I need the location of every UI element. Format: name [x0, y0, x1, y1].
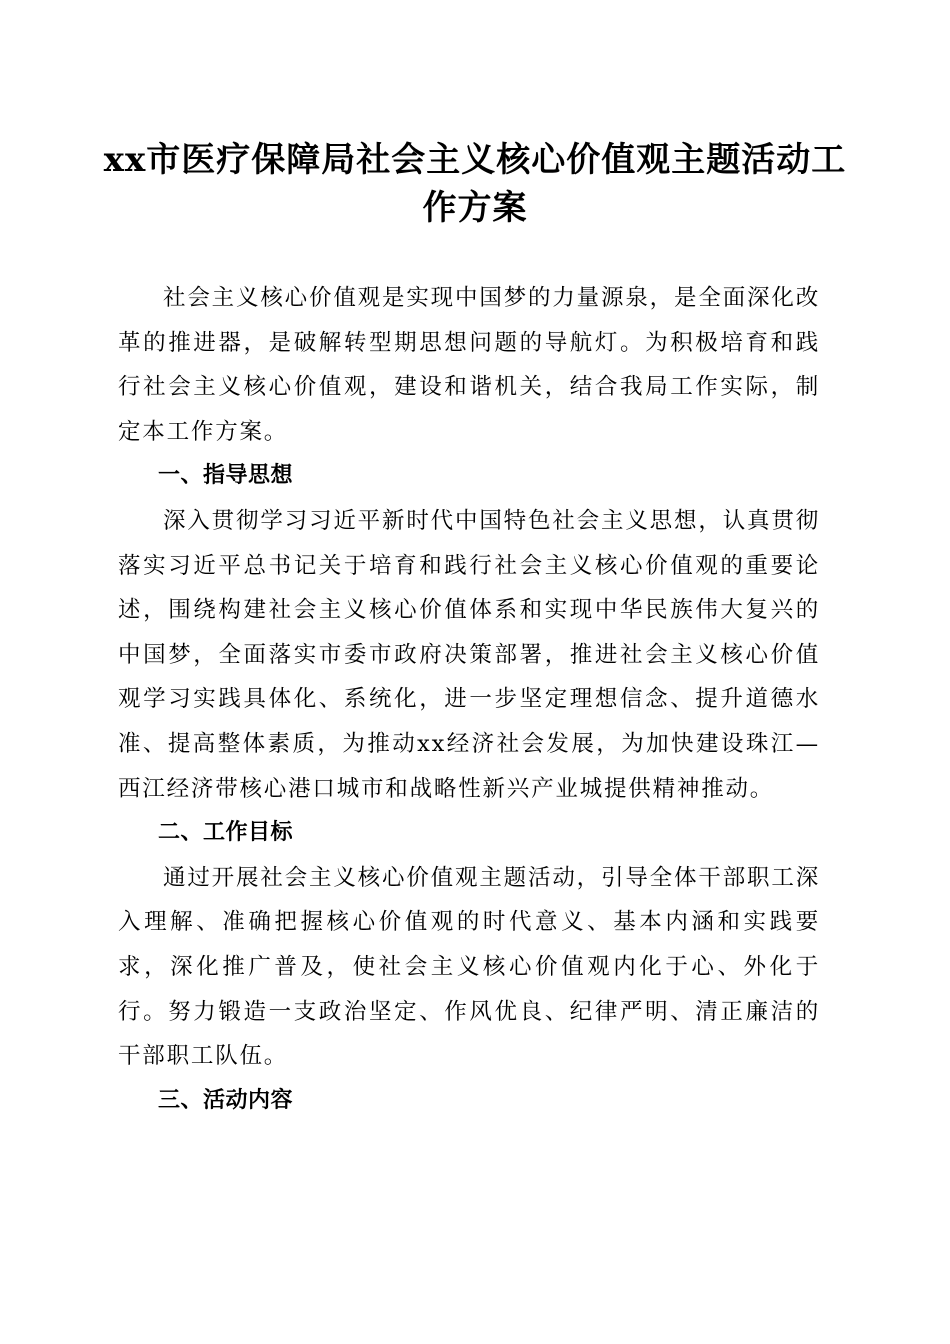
document-title: xx市医疗保障局社会主义核心价值观主题活动工作方案 [103, 140, 847, 228]
section-paragraph-guiding-ideology: 深入贯彻学习习近平新时代中国特色社会主义思想，认真贯彻落实习近平总书记关于培育和践行社会主义核心价值观的重要论述，围绕构建社会主义核心价值体系和实现中华民族伟大复兴的中国梦，全面落实市委市政府决策部署，推进社会主义核心价值观学习实践具体化、系统化，进一步坚定理想信念、提升道德水准、提高整体素质，为推动xx经济社会发展，为加快建设珠江—西江经济带核心港口城市和战略性新兴产业城提供精神推动。 [118, 507, 820, 802]
section-heading-work-goals: 二、工作目标 [158, 820, 294, 846]
section-paragraph-work-goals: 通过开展社会主义核心价值观主题活动，引导全体干部职工深入理解、准确把握核心价值观的时代意义、基本内涵和实践要求，深化推广普及，使社会主义核心价值观内化于心、外化于行。努力锻造一支政治坚定、作风优良、纪律严明、清正廉洁的干部职工队伍。 [118, 864, 820, 1070]
intro-paragraph: 社会主义核心价值观是实现中国梦的力量源泉，是全面深化改革的推进器，是破解转型期思想问题的导航灯。为积极培育和践行社会主义核心价值观，建设和谐机关，结合我局工作实际，制定本工作方案。 [118, 285, 820, 445]
section-heading-activity-content: 三、活动内容 [158, 1087, 294, 1113]
section-heading-guiding-ideology: 一、指导思想 [158, 463, 294, 489]
document-body [118, 276, 820, 1123]
